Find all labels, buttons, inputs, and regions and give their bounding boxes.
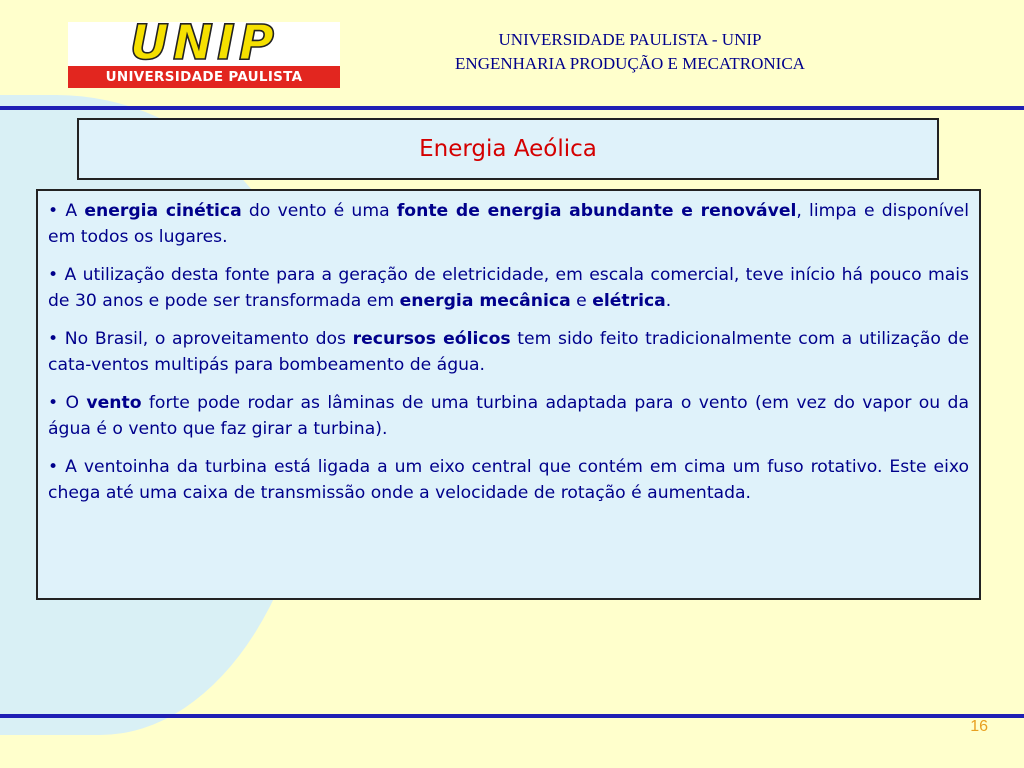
bullet-text: • No Brasil, o aproveitamento dos bbox=[48, 329, 353, 349]
bullet-text: • O bbox=[48, 393, 87, 413]
bullet-paragraph bbox=[48, 198, 969, 250]
bullet-paragraph bbox=[48, 326, 969, 378]
unip-logo bbox=[68, 22, 340, 88]
header bbox=[380, 28, 880, 76]
bullet-paragraph bbox=[48, 454, 969, 506]
bullet-text: • A bbox=[48, 201, 85, 221]
logo-band-text: UNIVERSIDADE PAULISTA bbox=[105, 69, 303, 85]
bottom-rule bbox=[0, 714, 1024, 718]
top-rule bbox=[0, 106, 1024, 110]
bullet-bold-text: recursos eólicos bbox=[352, 329, 511, 349]
bullet-text: e bbox=[570, 291, 593, 311]
bullet-text: forte pode rodar as lâminas de uma turbina adaptada para o vento (em vez do vapor ou da água é o vento que faz girar a turbina). bbox=[48, 393, 969, 439]
bullet-text: • A utilização desta fonte para a geração de eletricidade, em escala comercial, teve início há pouco mais de 30 anos e pode ser transformada em bbox=[48, 265, 969, 311]
bullet-text: do vento é uma bbox=[241, 201, 397, 221]
header-line-1: UNIVERSIDADE PAULISTA - UNIP bbox=[498, 30, 762, 49]
bullet-text: • A ventoinha da turbina está ligada a um eixo central que contém em cima um fuso rotativo. Este eixo chega até uma caixa de transmissão onde a velocidade de rotação é aumentada. bbox=[48, 457, 969, 503]
bullet-bold-text: elétrica bbox=[592, 291, 666, 311]
logo-wordmark-text: UNIP bbox=[129, 22, 279, 64]
bullet-paragraph bbox=[48, 262, 969, 314]
bullet-bold-text: vento bbox=[86, 393, 142, 413]
content-box bbox=[36, 189, 981, 600]
bullet-paragraph bbox=[48, 390, 969, 442]
header-line-2: ENGENHARIA PRODUÇÃO E MECATRONICA bbox=[455, 54, 805, 73]
bullet-text: tem sido feito tradicionalmente com a utilização de cata-ventos multipás para bombeamento de água. bbox=[48, 329, 970, 375]
slide-title: Energia Aeólica bbox=[419, 136, 597, 162]
bullet-bold-text: fonte de energia abundante e renovável bbox=[396, 201, 797, 221]
logo-band bbox=[68, 66, 340, 88]
bullet-text: , limpa e disponível em todos os lugares. bbox=[48, 201, 970, 247]
page-number: 16 bbox=[970, 718, 988, 735]
bullet-bold-text: energia mecânica bbox=[399, 291, 571, 311]
bullet-text: . bbox=[665, 291, 672, 311]
title-box bbox=[77, 118, 939, 180]
bullet-bold-text: energia cinética bbox=[84, 201, 242, 221]
unip-logo-wordmark bbox=[68, 22, 340, 64]
